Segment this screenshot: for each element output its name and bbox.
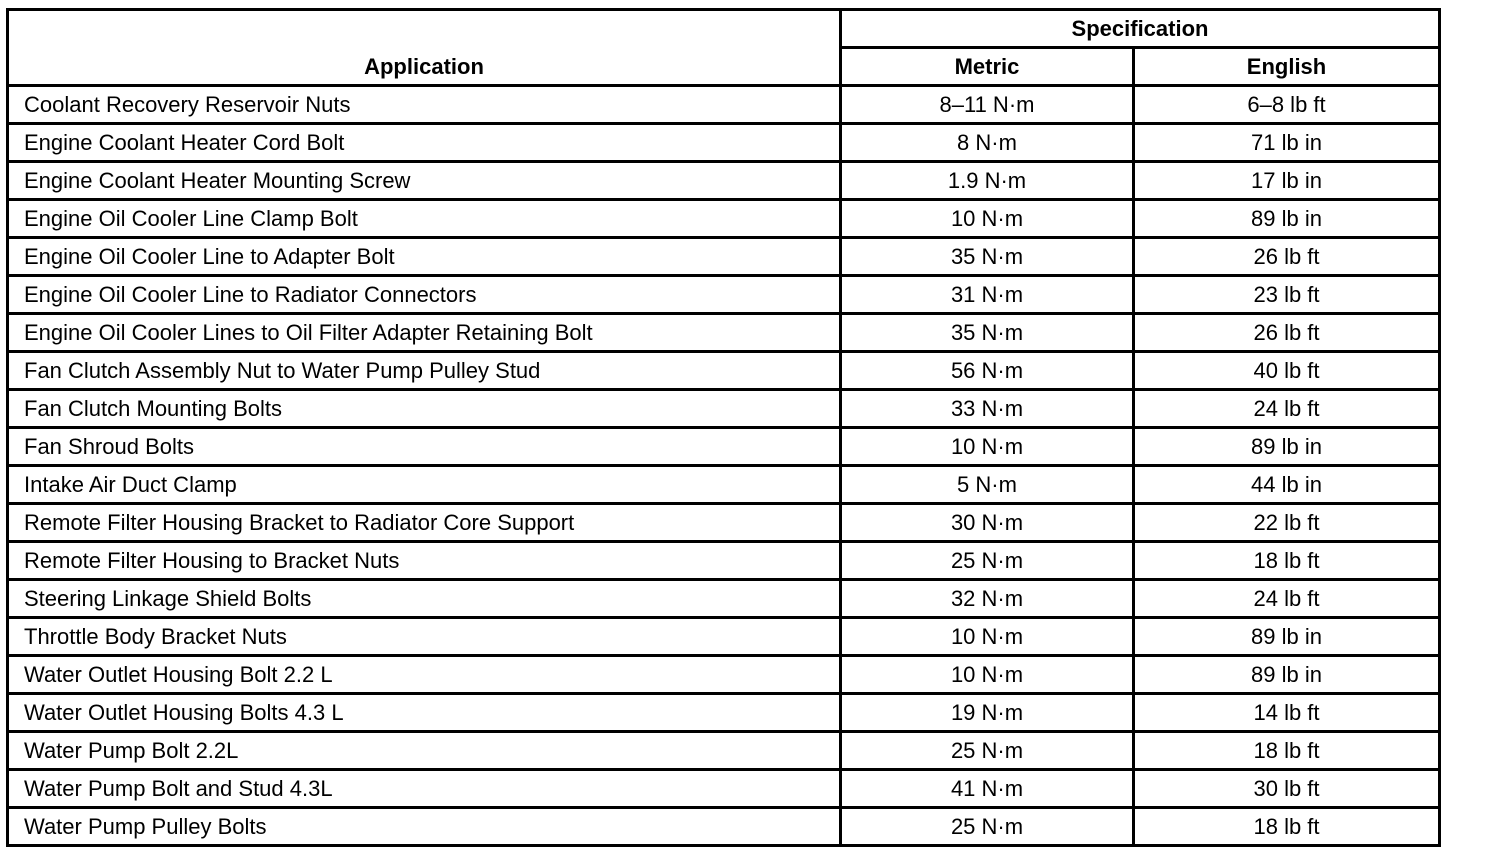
header-row-top — [8, 10, 1440, 48]
english-cell: 44 lb in — [1134, 466, 1440, 504]
metric-cell: 8 N·m — [841, 124, 1134, 162]
application-cell: Remote Filter Housing to Bracket Nuts — [8, 542, 841, 580]
application-cell: Water Pump Bolt and Stud 4.3L — [8, 770, 841, 808]
application-cell: Engine Oil Cooler Line Clamp Bolt — [8, 200, 841, 238]
metric-cell: 1.9 N·m — [841, 162, 1134, 200]
english-cell: 24 lb ft — [1134, 390, 1440, 428]
metric-cell: 32 N·m — [841, 580, 1134, 618]
table-row — [8, 200, 1440, 238]
metric-cell: 30 N·m — [841, 504, 1134, 542]
table-row — [8, 276, 1440, 314]
application-cell: Engine Oil Cooler Line to Adapter Bolt — [8, 238, 841, 276]
table-row — [8, 124, 1440, 162]
table-row — [8, 542, 1440, 580]
application-cell: Throttle Body Bracket Nuts — [8, 618, 841, 656]
english-cell: 22 lb ft — [1134, 504, 1440, 542]
metric-cell: 8–11 N·m — [841, 86, 1134, 124]
english-cell: 23 lb ft — [1134, 276, 1440, 314]
application-cell: Coolant Recovery Reservoir Nuts — [8, 86, 841, 124]
application-cell: Engine Coolant Heater Cord Bolt — [8, 124, 841, 162]
table-row — [8, 162, 1440, 200]
english-cell: 24 lb ft — [1134, 580, 1440, 618]
table-row — [8, 428, 1440, 466]
table-row — [8, 694, 1440, 732]
application-cell: Fan Shroud Bolts — [8, 428, 841, 466]
table-row — [8, 770, 1440, 808]
application-cell: Engine Coolant Heater Mounting Screw — [8, 162, 841, 200]
english-cell: 40 lb ft — [1134, 352, 1440, 390]
metric-cell: 10 N·m — [841, 618, 1134, 656]
metric-cell: 41 N·m — [841, 770, 1134, 808]
english-cell: 18 lb ft — [1134, 808, 1440, 846]
application-cell: Water Outlet Housing Bolts 4.3 L — [8, 694, 841, 732]
english-cell: 71 lb in — [1134, 124, 1440, 162]
table-row — [8, 732, 1440, 770]
table-row — [8, 466, 1440, 504]
english-cell: 17 lb in — [1134, 162, 1440, 200]
table-body — [8, 86, 1440, 846]
application-cell: Intake Air Duct Clamp — [8, 466, 841, 504]
english-cell: 89 lb in — [1134, 428, 1440, 466]
specification-header: Specification — [841, 10, 1440, 48]
metric-cell: 10 N·m — [841, 656, 1134, 694]
english-cell: 6–8 lb ft — [1134, 86, 1440, 124]
table-row — [8, 504, 1440, 542]
table-row — [8, 618, 1440, 656]
metric-cell: 33 N·m — [841, 390, 1134, 428]
english-header: English — [1134, 48, 1440, 86]
metric-header: Metric — [841, 48, 1134, 86]
application-cell: Fan Clutch Mounting Bolts — [8, 390, 841, 428]
application-cell: Engine Oil Cooler Line to Radiator Connectors — [8, 276, 841, 314]
english-cell: 18 lb ft — [1134, 542, 1440, 580]
application-cell: Fan Clutch Assembly Nut to Water Pump Pulley Stud — [8, 352, 841, 390]
metric-cell: 25 N·m — [841, 808, 1134, 846]
metric-cell: 19 N·m — [841, 694, 1134, 732]
metric-cell: 31 N·m — [841, 276, 1134, 314]
english-cell: 26 lb ft — [1134, 314, 1440, 352]
metric-cell: 10 N·m — [841, 200, 1134, 238]
table-row — [8, 808, 1440, 846]
table-row — [8, 314, 1440, 352]
table-row — [8, 352, 1440, 390]
application-cell: Remote Filter Housing Bracket to Radiator Core Support — [8, 504, 841, 542]
application-cell: Engine Oil Cooler Lines to Oil Filter Adapter Retaining Bolt — [8, 314, 841, 352]
metric-cell: 35 N·m — [841, 314, 1134, 352]
application-cell: Water Pump Bolt 2.2L — [8, 732, 841, 770]
metric-cell: 25 N·m — [841, 732, 1134, 770]
table-row — [8, 390, 1440, 428]
table-row — [8, 238, 1440, 276]
metric-cell: 10 N·m — [841, 428, 1134, 466]
metric-cell: 5 N·m — [841, 466, 1134, 504]
english-cell: 26 lb ft — [1134, 238, 1440, 276]
english-cell: 18 lb ft — [1134, 732, 1440, 770]
table-row — [8, 580, 1440, 618]
application-header: Application — [8, 10, 841, 86]
english-cell: 89 lb in — [1134, 618, 1440, 656]
metric-cell: 56 N·m — [841, 352, 1134, 390]
application-cell: Steering Linkage Shield Bolts — [8, 580, 841, 618]
english-cell: 89 lb in — [1134, 656, 1440, 694]
application-cell: Water Pump Pulley Bolts — [8, 808, 841, 846]
metric-cell: 25 N·m — [841, 542, 1134, 580]
table-row — [8, 86, 1440, 124]
application-cell: Water Outlet Housing Bolt 2.2 L — [8, 656, 841, 694]
fastener-specifications-table — [6, 8, 1441, 847]
english-cell: 14 lb ft — [1134, 694, 1440, 732]
english-cell: 89 lb in — [1134, 200, 1440, 238]
english-cell: 30 lb ft — [1134, 770, 1440, 808]
table-row — [8, 656, 1440, 694]
metric-cell: 35 N·m — [841, 238, 1134, 276]
